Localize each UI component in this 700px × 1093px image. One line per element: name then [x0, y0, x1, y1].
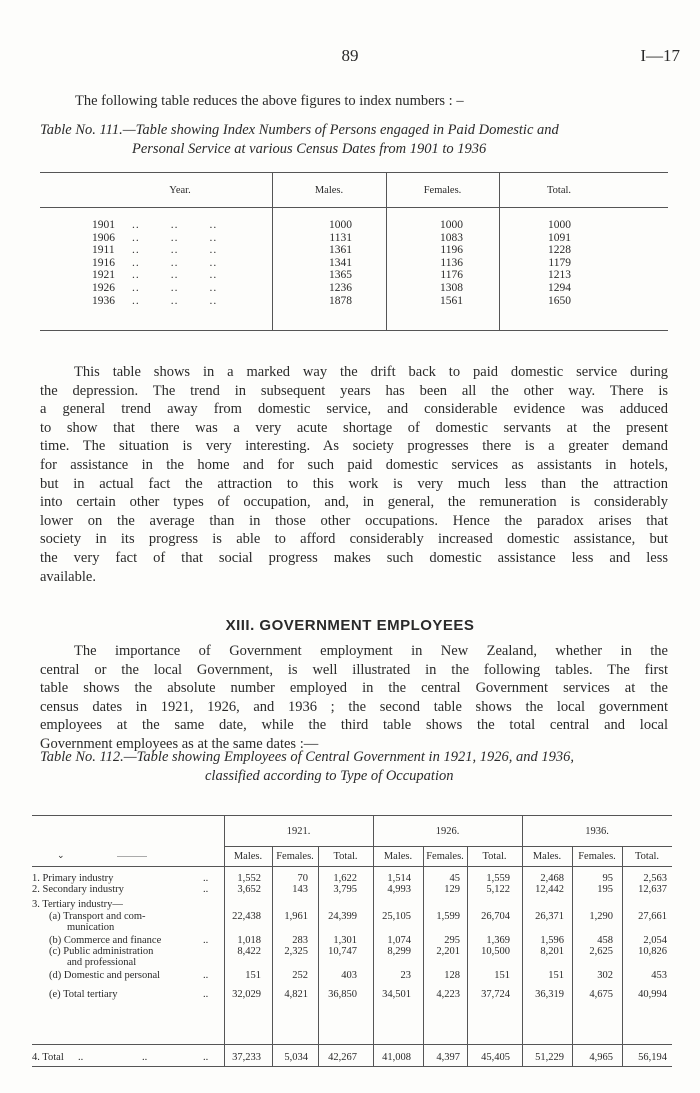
table-112-bottom-rule — [32, 1066, 672, 1067]
table-111-caption-line1: Table No. 111.—Table showing Index Numbers of Persons engaged in Paid Domestic and — [40, 122, 559, 138]
table-112-value: 4,675 — [589, 989, 613, 1000]
paragraph-domestic-service — [40, 363, 668, 586]
table-112-header-rule — [32, 866, 672, 867]
table-111-females: 1083 — [440, 231, 463, 244]
table-111-males: 1131 — [329, 231, 352, 244]
table-111-header-rule — [40, 207, 668, 208]
table-112-leader: .. — [78, 1052, 84, 1063]
table-111-year: 1911 — [92, 244, 115, 257]
table-112-caption — [40, 748, 680, 786]
table-112-value: 2,054 — [643, 935, 667, 946]
table-112-value: 45 — [449, 873, 460, 884]
table-111-year: 1926 — [92, 282, 115, 294]
table-111-total: 1228 — [548, 244, 571, 257]
table-112-value: 1,018 — [237, 935, 261, 946]
table-112-value: 2,563 — [643, 873, 667, 884]
table-112-subheader: Males. — [383, 851, 413, 862]
table-112-row-label-cont: and professional — [67, 957, 137, 968]
table-111-females: 1308 — [440, 282, 463, 294]
table-111-total: 1179 — [548, 256, 571, 269]
paragraph1-line: to show that there was a very acute shortage of domestic servants at the present — [40, 419, 668, 436]
table-112-value: 34,501 — [382, 989, 411, 1000]
table-111-year: 1906 — [92, 231, 115, 244]
table-112-subheader: Females. — [426, 851, 464, 862]
table-112-value: 295 — [444, 935, 460, 946]
table-112-leader: .. — [203, 884, 209, 895]
table-112-value: 195 — [597, 884, 613, 895]
table-111-year: 1921 — [92, 269, 115, 282]
table-112-caption-line1: Table No. 112.—Table showing Employees of Central Government in 1921, 1926, and 1936, — [40, 749, 574, 765]
table-112-value: 128 — [444, 970, 460, 981]
table-111-total: 1000 — [548, 219, 571, 231]
paragraph1-line: for assistance in the home and for such paid domestic services as assistants in hotels, — [40, 456, 668, 473]
table-111-total: 1091 — [548, 231, 571, 244]
table-111-total: 1650 — [548, 294, 571, 307]
paragraph1-line: This table shows in a marked way the drift back to paid domestic service during — [74, 364, 668, 380]
table-112-row-label: (d) Domestic and personal — [49, 970, 161, 981]
table-112-value: 27,661 — [638, 911, 667, 922]
table-112-row-label: (b) Commerce and finance — [49, 935, 162, 946]
table-111-bottom-rule — [40, 330, 668, 331]
table-112-value: 32,029 — [232, 989, 261, 1000]
table-112-value: 151 — [245, 970, 261, 981]
table-112-value: 45,405 — [481, 1052, 510, 1063]
table-112-value: 403 — [341, 970, 357, 981]
table-111-males: 1365 — [329, 269, 352, 282]
table-112-value: 4,223 — [436, 989, 460, 1000]
table-112-row-label: (c) Public administration — [49, 946, 154, 957]
table-112-value: 252 — [292, 970, 308, 981]
table-112-value: 8,201 — [540, 946, 564, 957]
table-112-sub-rule — [32, 1044, 672, 1045]
table-111-leader: .. .. .. — [132, 256, 218, 269]
table-112-value: 5,034 — [284, 1052, 308, 1063]
table-112-leader: .. — [203, 1052, 209, 1063]
table-112-value: 3,652 — [237, 884, 261, 895]
table-111-header-total: Total. — [546, 185, 572, 196]
table-112-value: 56,194 — [638, 1052, 667, 1063]
table-112-value: 1,596 — [540, 935, 564, 946]
table-112-value: 458 — [597, 935, 613, 946]
table-112-value: 10,826 — [638, 946, 667, 957]
table-111-males: 1341 — [329, 256, 352, 269]
table-112-value: 2,625 — [589, 946, 613, 957]
table-112-value: 22,438 — [232, 911, 261, 922]
table-112-value: 1,514 — [387, 873, 411, 884]
table-112-value: 95 — [602, 873, 613, 884]
table-111-females: 1176 — [440, 269, 463, 282]
table-111-caption — [40, 121, 680, 159]
table-112-year-rule — [224, 846, 672, 847]
table-112-value: 40,994 — [638, 989, 667, 1000]
table-111-year: 1901 — [92, 219, 115, 231]
table-112-value: 1,301 — [333, 935, 357, 946]
table-111-top-rule — [40, 172, 668, 173]
table-112-subheader: Total. — [482, 851, 507, 862]
table-111-header-year: Year. — [169, 185, 191, 196]
table-112-value: 36,850 — [328, 989, 357, 1000]
table-112-subheader: Males. — [532, 851, 562, 862]
table-112-value: 10,747 — [328, 946, 357, 957]
table-112-value: 1,559 — [486, 873, 510, 884]
table-112-row-label: 1. Primary industry — [32, 873, 114, 884]
table-112-stub-dash — [117, 856, 147, 857]
table-112-value: 8,422 — [237, 946, 261, 957]
table-112-value: 1,552 — [237, 873, 261, 884]
table-112-value: 5,122 — [486, 884, 510, 895]
table-111-females: 1196 — [440, 244, 463, 257]
table-112-value: 1,290 — [589, 911, 613, 922]
table-112-value: 283 — [292, 935, 308, 946]
table-112-row-label: (a) Transport and com- — [49, 911, 146, 922]
table-112-year-header: 1926. — [435, 826, 460, 837]
table-111-leader: .. .. .. — [132, 244, 218, 257]
table-112-subheader: Total. — [333, 851, 358, 862]
paragraph1-line: a general trend away from domestic service, and considerable evidence was adduced — [40, 401, 668, 418]
paragraph2-line: employees at the same date, while the third table shows the total central and local — [40, 717, 668, 734]
table-112-value: 26,704 — [481, 911, 510, 922]
table-111-year: 1916 — [92, 256, 115, 269]
table-112-value: 143 — [292, 884, 308, 895]
table-111-females: 1561 — [440, 294, 463, 307]
table-112-top-rule — [32, 815, 672, 816]
table-112-row-label-cont: munication — [67, 922, 115, 933]
paragraph2-line: table shows the absolute number employed in the central Government services at the — [40, 680, 668, 697]
table-111-females: 1136 — [440, 256, 463, 269]
table-111-leader: .. .. .. — [132, 269, 218, 282]
table-112-value: 23 — [400, 970, 411, 981]
table-112-value: 453 — [651, 970, 667, 981]
table-111-total: 1294 — [548, 282, 571, 294]
table-112-value: 1,599 — [436, 911, 460, 922]
table-111-caption-line2: Personal Service at various Census Dates from 1901 to 1936 — [132, 141, 487, 157]
table-112-row-label: 3. Tertiary industry— — [32, 899, 123, 910]
paragraph1-line: into certain other types of occupation, and, in general, the remuneration is considerably — [40, 494, 668, 511]
table-112-value: 2,201 — [436, 946, 460, 957]
table-112-value: 10,500 — [481, 946, 510, 957]
table-111-males: 1361 — [329, 244, 352, 257]
table-112-value: 4,965 — [589, 1052, 613, 1063]
table-112-value: 41,008 — [382, 1052, 411, 1063]
table-112-value: 37,233 — [232, 1052, 261, 1063]
table-111-leader: .. .. .. — [132, 219, 218, 231]
table-111-year: 1936 — [92, 294, 115, 307]
table-112-leader: .. — [203, 970, 209, 981]
intro-text: The following table reduces the above figures to index numbers : – — [75, 93, 464, 109]
paragraph1-line: time. The situation is very interesting. As society progresses there is a greater demand — [40, 438, 668, 455]
table-111-males: 1236 — [329, 282, 352, 294]
table-112-leader: .. — [203, 935, 209, 946]
table-112-value: 1,369 — [486, 935, 510, 946]
section-heading: XIII. GOVERNMENT EMPLOYEES — [225, 617, 475, 634]
table-112-value: 70 — [297, 873, 308, 884]
paragraph2-line: The importance of Government employment in New Zealand, whether in the — [74, 643, 668, 659]
table-112-subheader: Total. — [634, 851, 660, 862]
paragraph1-line: the depression. The trend in subsequent years has been all the other way. There is — [40, 382, 668, 399]
table-112-value: 302 — [597, 970, 613, 981]
table-111-header-females: Females. — [423, 185, 462, 196]
table-112-value: 12,637 — [638, 884, 667, 895]
table-112-value: 26,371 — [535, 911, 564, 922]
table-111-males: 1000 — [329, 219, 352, 231]
table-112-row-label: (e) Total tertiary — [49, 989, 118, 1000]
table-112-value: 4,397 — [436, 1052, 460, 1063]
table-112-stub-mark: ⌄ — [57, 850, 65, 860]
table-112-value: 129 — [444, 884, 460, 895]
table-112-subheader: Females. — [276, 851, 314, 862]
paragraph1-line: but in actual fact the attraction to this work is very much less than the attraction — [40, 475, 668, 492]
table-112-leader: .. — [142, 1052, 148, 1063]
table-112-value: 25,105 — [382, 911, 411, 922]
paragraph2-line: Government employees as at the same dates :— — [40, 735, 319, 752]
table-112-caption-line2: classified according to Type of Occupation — [205, 768, 454, 784]
table-112-value: 2,325 — [284, 946, 308, 957]
table-111-leader: .. .. .. — [132, 231, 218, 244]
page-number: 89 — [341, 46, 359, 65]
table-111-header-males: Males. — [314, 185, 344, 196]
table-112-value: 4,993 — [387, 884, 411, 895]
table-112-leader: .. — [203, 873, 209, 884]
table-112-value: 1,074 — [387, 935, 411, 946]
table-112-value: 24,399 — [328, 911, 357, 922]
table-112-value: 8,299 — [387, 946, 411, 957]
table-112-value: 2,468 — [540, 873, 564, 884]
paragraph1-line: available. — [40, 568, 96, 585]
table-112-subheader: Females. — [578, 851, 616, 862]
paragraph1-line: the very fact of that social progress makes such domestic assistance less and less — [40, 549, 668, 566]
table-112-value: 1,961 — [284, 911, 308, 922]
paragraph1-line: society in its progress is able to afford considerably increased domestic assistance, but — [40, 531, 668, 548]
table-112-row-label: 4. Total — [32, 1052, 64, 1063]
table-111-males: 1878 — [329, 294, 352, 307]
table-112-value: 3,795 — [333, 884, 357, 895]
page-reference: I—17 — [640, 46, 680, 65]
table-112-value: 1,622 — [333, 873, 357, 884]
table-111-leader: .. .. .. — [132, 282, 218, 294]
table-112-value: 12,442 — [535, 884, 564, 895]
paragraph1-line: lower on the average than in those other occupations. Hence the paradox arises that — [40, 512, 668, 529]
paragraph2-line: central or the local Government, is well illustrated in the following tables. The first — [40, 661, 668, 678]
paragraph-government-employment — [40, 642, 668, 754]
table-112-value: 4,821 — [284, 989, 308, 1000]
table-112-value: 151 — [548, 970, 564, 981]
table-112-leader: .. — [203, 989, 209, 1000]
table-112-row-label: 2. Secondary industry — [32, 884, 124, 895]
table-112-year-header: 1936. — [585, 826, 609, 837]
table-111-leader: .. .. .. — [132, 294, 218, 307]
table-111-total: 1213 — [548, 269, 571, 282]
table-112-year-header: 1921. — [286, 826, 311, 837]
paragraph2-line: census dates in 1921, 1926, and 1936 ; the second table shows the local government — [40, 698, 668, 715]
table-112-subheader: Males. — [233, 851, 263, 862]
table-112-value: 42,267 — [328, 1052, 357, 1063]
table-112-value: 151 — [494, 970, 510, 981]
table-112-value: 51,229 — [535, 1052, 564, 1063]
table-112-value: 37,724 — [481, 989, 510, 1000]
table-112-value: 36,319 — [535, 989, 564, 1000]
table-111-females: 1000 — [440, 219, 463, 231]
